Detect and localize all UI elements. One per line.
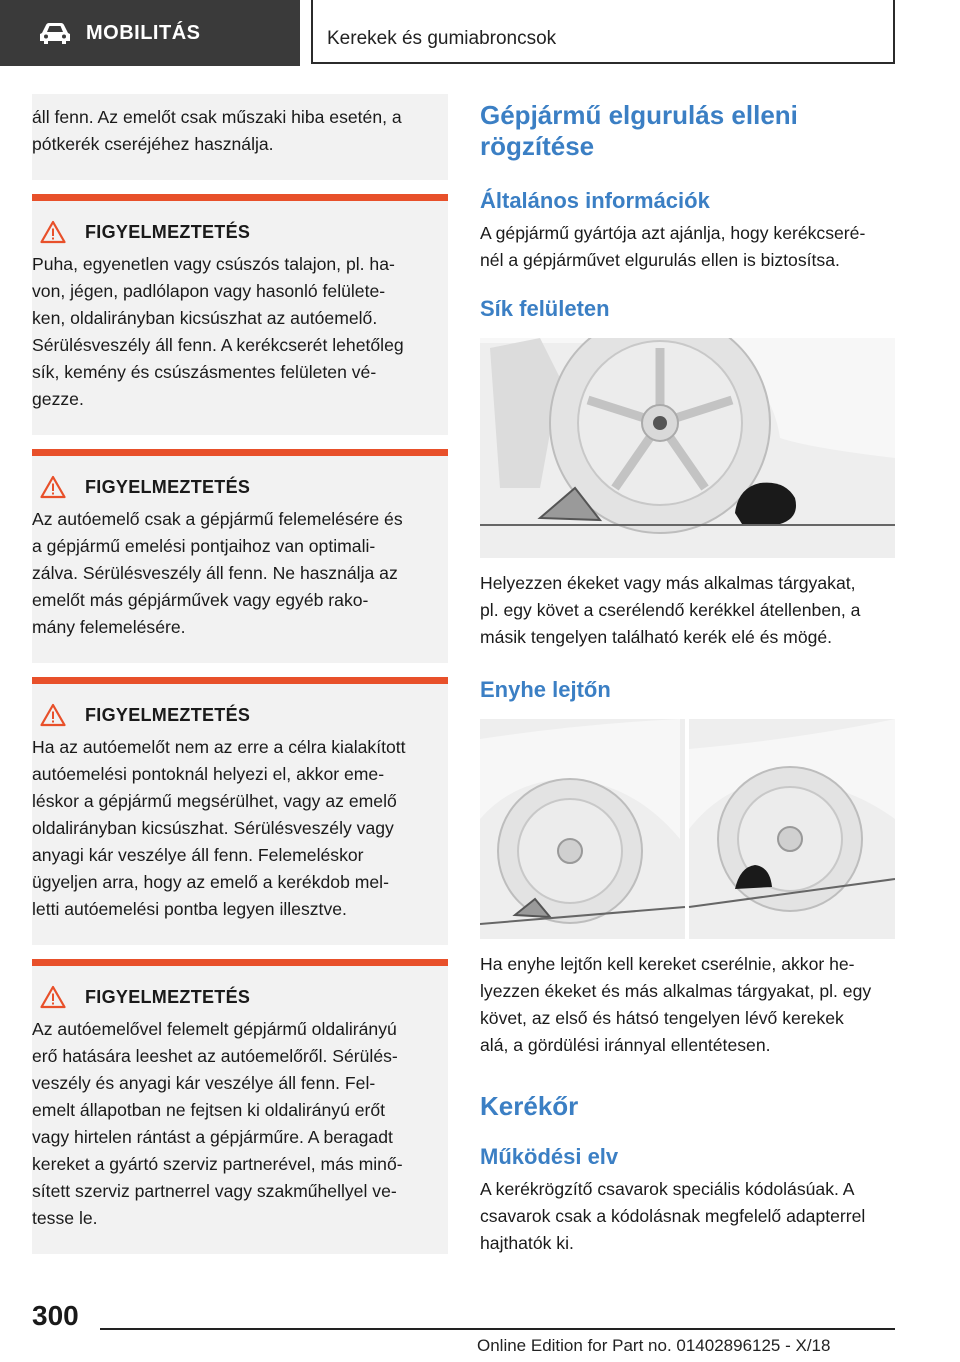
flat-text xyxy=(480,570,896,651)
text-line: ügyeljen arra, hogy az emelő a kerékdob mel- xyxy=(32,872,389,892)
warning-title: FIGYELMEZTETÉS xyxy=(85,476,251,497)
subheading-general: Általános információk xyxy=(480,188,710,213)
warning-icon xyxy=(40,703,66,727)
text-line: nél a gépjárművet elgurulás ellen is biztosítsa. xyxy=(480,250,840,270)
warning-box xyxy=(32,677,448,945)
warning-text xyxy=(32,251,440,413)
subheading-flat: Sík felületen xyxy=(480,296,610,321)
text-line: vagy hirtelen rántást a gépjárműre. A beragadt xyxy=(32,1127,393,1147)
subheading-principle: Működési elv xyxy=(480,1144,619,1169)
text-line: tesse le. xyxy=(32,1208,98,1228)
flat-ground-drawing xyxy=(480,338,895,558)
text-line: emelőt más gépjárművek vagy egyéb rako- xyxy=(32,590,369,610)
text-line: hajthatók ki. xyxy=(480,1233,574,1253)
text-line: sített szerviz partnerrel vagy szakműhellyel ve- xyxy=(32,1181,397,1201)
continued-text: áll fenn. Az emelőt csak műszaki hiba esetén, a pótkerék cseréjéhez használja. xyxy=(32,94,448,180)
text-line: A gépjármű gyártója azt ajánlja, hogy kerékcseré- xyxy=(480,223,866,243)
general-text xyxy=(480,220,896,274)
subheading-slope: Enyhe lejtőn xyxy=(480,677,611,702)
warning-icon xyxy=(40,220,66,244)
chapter-box xyxy=(311,0,895,64)
slope-text xyxy=(480,951,896,1059)
text-line: Az autóemelővel felemelt gépjármű oldalirányú xyxy=(32,1019,397,1039)
text-line: von, jégen, padlólapon vagy hasonló felülete- xyxy=(32,281,386,301)
text-line: letti autóemelési pontba legyen illesztve. xyxy=(32,899,347,919)
text-line: emelt állapotban ne fejtsen ki oldalirányú erőt xyxy=(32,1100,386,1120)
text-line: gezze. xyxy=(32,389,84,409)
text-line: alá, a gördülési iránnyal ellentétesen. xyxy=(480,1035,771,1055)
warning-text xyxy=(32,506,440,641)
warning-title: FIGYELMEZTETÉS xyxy=(85,221,251,242)
warning-title: FIGYELMEZTETÉS xyxy=(85,986,251,1007)
text-line: veszély és anyagi kár veszélye áll fenn. Fel- xyxy=(32,1073,376,1093)
text-line: Ha enyhe lejtőn kell kereket cserélnie, akkor he- xyxy=(480,954,855,974)
warning-text xyxy=(32,1016,440,1232)
warning-box xyxy=(32,194,448,435)
footer-divider xyxy=(100,1328,895,1330)
chapter-title: Kerekek és gumiabroncsok xyxy=(327,28,557,49)
text-line: Sérülésveszély áll fenn. A kerékcserét lehetőleg xyxy=(32,335,404,355)
warning-icon xyxy=(40,475,66,499)
warning-title: FIGYELMEZTETÉS xyxy=(85,704,251,725)
text-line: autóemelési pontoknál helyezi el, akkor eme- xyxy=(32,764,385,784)
text-line: másik tengelyen található kerék elé és mögé. xyxy=(480,627,833,647)
warning-icon xyxy=(40,985,66,1009)
text-line: Ha az autóemelőt nem az erre a célra kialakított xyxy=(32,737,406,757)
principle-text xyxy=(480,1176,896,1257)
warning-box xyxy=(32,449,448,663)
text-line: csavarok csak a kódolásnak megfelelő adapterrel xyxy=(480,1206,866,1226)
text-line: Az autóemelő csak a gépjármű felemelésére és xyxy=(32,509,403,529)
heading-line: Gépjármű elgurulás elleni xyxy=(480,100,798,130)
footer-edition: Online Edition for Part no. 01402896125 - X/18 xyxy=(477,1336,831,1355)
text-line: kereket a gyártó szerviz partnerével, más minő- xyxy=(32,1154,403,1174)
warning-text xyxy=(32,734,440,923)
text-line: követ, az első és hátsó tengelyen lévő kerekek xyxy=(480,1008,844,1028)
text-line: ken, oldalirányban kicsúszhat az autóemelő. xyxy=(32,308,378,328)
text-line: Puha, egyenetlen vagy csúszós talajon, pl. ha- xyxy=(32,254,395,274)
text-line: sík, kemény és csúszásmentes felületen vé- xyxy=(32,362,377,382)
text-line: anyagi kár veszélye áll fenn. Felemeléskor xyxy=(32,845,364,865)
text-line: A kerékrögzítő csavarok speciális kódolásúak. A xyxy=(480,1179,855,1199)
page-number: 300 xyxy=(32,1300,79,1331)
warning-box xyxy=(32,959,448,1254)
text-line: oldalirányban kicsúszhat. Sérülésveszély vagy xyxy=(32,818,394,838)
text-line: erő hatására leeshet az autóemelőről. Sérülés- xyxy=(32,1046,398,1066)
section-heading xyxy=(480,100,896,162)
car-icon xyxy=(38,21,72,45)
flat-ground-illustration xyxy=(480,338,895,558)
section-title: MOBILITÁS xyxy=(86,21,201,44)
text-line: zálva. Sérülésveszély áll fenn. Ne használja az xyxy=(32,563,398,583)
heading-line: rögzítése xyxy=(480,131,595,161)
text-line: pl. egy követ a cserélendő kerékkel átellenben, a xyxy=(480,600,861,620)
text-line: lyezzen ékeket és más alkalmas tárgyakat, pl. egy xyxy=(480,981,872,1001)
left-column xyxy=(32,94,448,1254)
text-line: léskor a gépjármű megsérülhet, vagy az emelő xyxy=(32,791,397,811)
slope-drawing xyxy=(480,719,895,939)
section-heading-lock: Kerékőr xyxy=(480,1091,579,1121)
right-column xyxy=(480,100,896,1257)
text-line: mány felemelésére. xyxy=(32,617,186,637)
section-tab xyxy=(0,0,300,66)
slope-illustration xyxy=(480,719,895,939)
text-line: Helyezzen ékeket vagy más alkalmas tárgyakat, xyxy=(480,573,856,593)
text-line: a gépjármű emelési pontjaihoz van optimali- xyxy=(32,536,376,556)
